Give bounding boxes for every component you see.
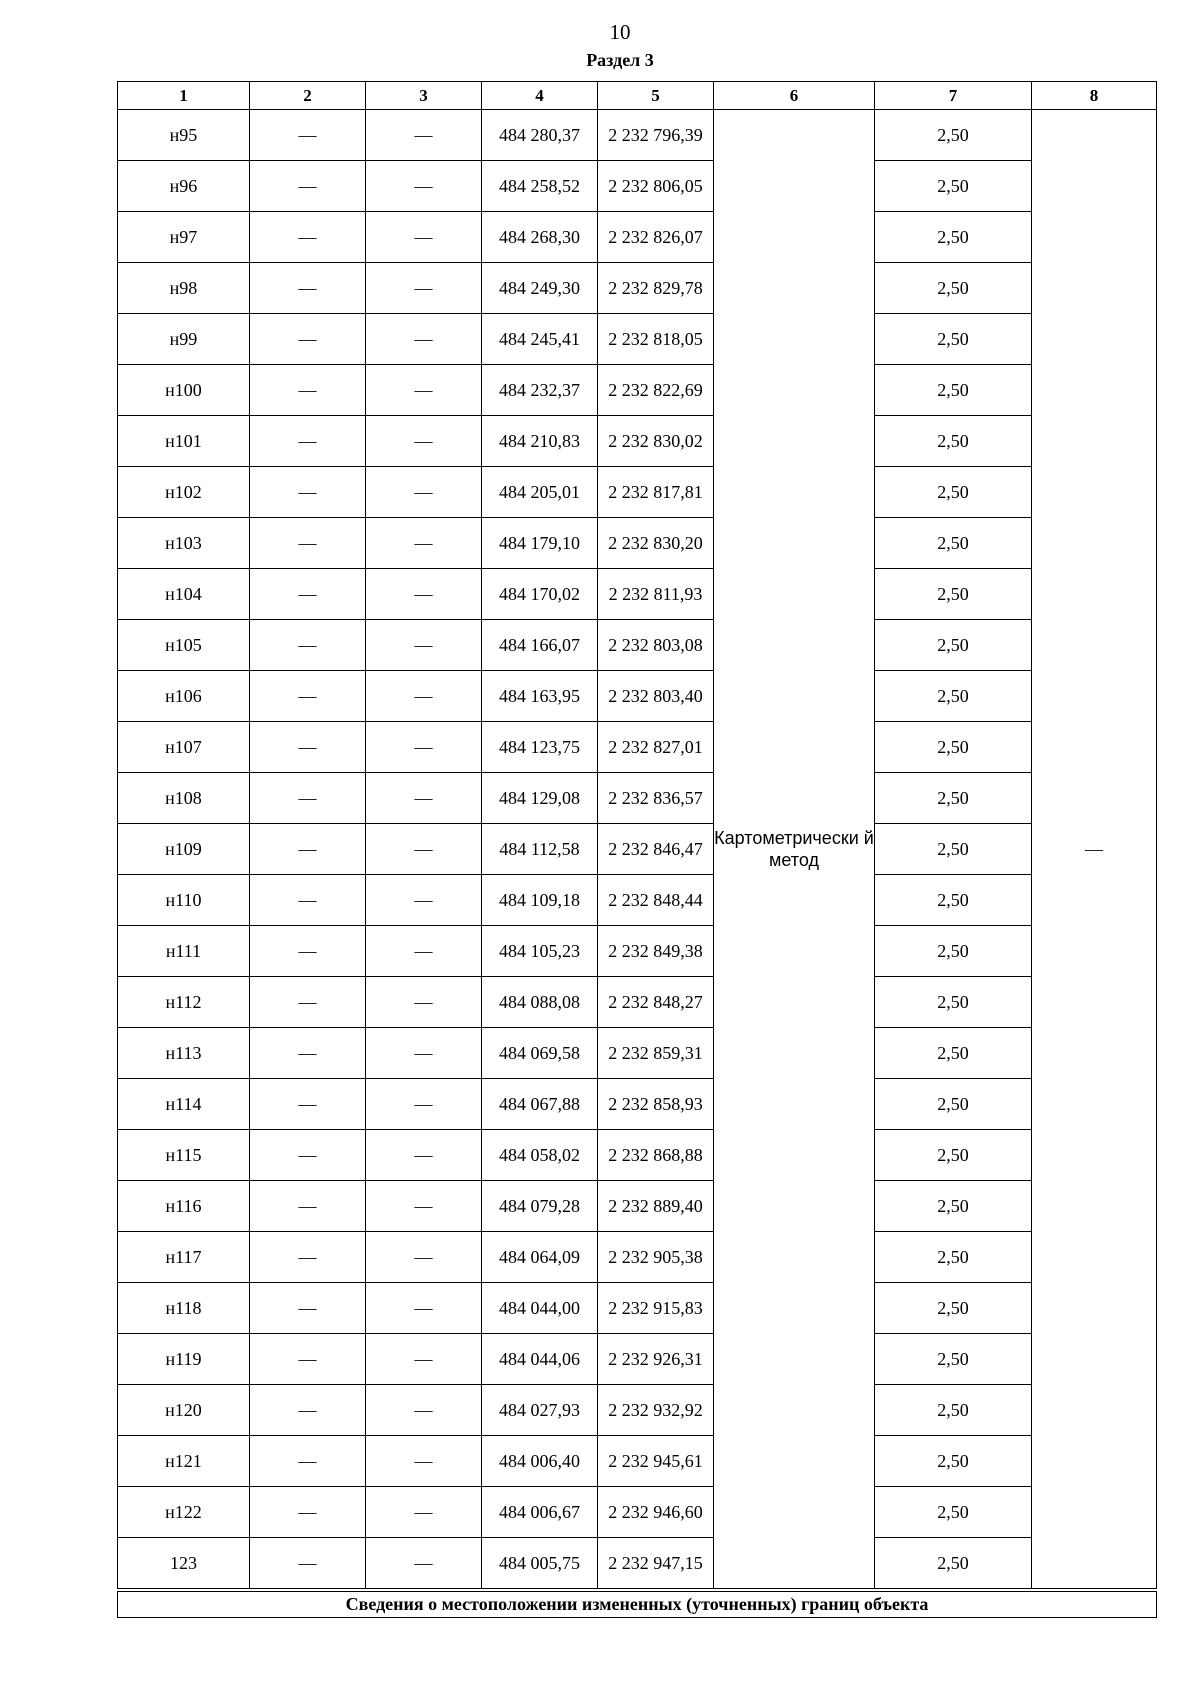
accuracy-cell: 2,50 (875, 1181, 1032, 1232)
column-2-cell: — (250, 467, 366, 518)
table-row (118, 1436, 1157, 1487)
x-coordinate-cell: 484 249,30 (482, 263, 598, 314)
accuracy-cell: 2,50 (875, 518, 1032, 569)
point-cell: н112 (118, 977, 250, 1028)
accuracy-cell: 2,50 (875, 110, 1032, 161)
column-3-cell: — (366, 110, 482, 161)
point-cell: н108 (118, 773, 250, 824)
column-2-cell: — (250, 977, 366, 1028)
page-number: 10 (609, 20, 631, 44)
table-row (118, 722, 1157, 773)
y-coordinate-cell: 2 232 817,81 (598, 467, 714, 518)
x-coordinate-cell: 484 058,02 (482, 1130, 598, 1181)
accuracy-cell: 2,50 (875, 926, 1032, 977)
column-3-cell: — (366, 467, 482, 518)
point-cell: н120 (118, 1385, 250, 1436)
table-row (118, 824, 1157, 875)
table-row (118, 518, 1157, 569)
accuracy-cell: 2,50 (875, 1283, 1032, 1334)
table-row (118, 416, 1157, 467)
column-3-cell: — (366, 671, 482, 722)
y-coordinate-cell: 2 232 849,38 (598, 926, 714, 977)
accuracy-cell: 2,50 (875, 365, 1032, 416)
y-coordinate-cell: 2 232 946,60 (598, 1487, 714, 1538)
x-coordinate-cell: 484 123,75 (482, 722, 598, 773)
column-2-cell: — (250, 365, 366, 416)
column-2-cell: — (250, 212, 366, 263)
table-row (118, 875, 1157, 926)
y-coordinate-cell: 2 232 868,88 (598, 1130, 714, 1181)
coordinates-table (117, 81, 1157, 1618)
footer-caption: Сведения о местоположении измененных (уточненных) границ объекта (118, 1590, 1157, 1618)
y-coordinate-cell: 2 232 818,05 (598, 314, 714, 365)
y-coordinate-cell: 2 232 803,08 (598, 620, 714, 671)
column-3-cell: — (366, 1385, 482, 1436)
accuracy-cell: 2,50 (875, 263, 1032, 314)
table-row (118, 620, 1157, 671)
point-cell: н115 (118, 1130, 250, 1181)
accuracy-cell: 2,50 (875, 773, 1032, 824)
point-cell: н99 (118, 314, 250, 365)
table-row (118, 365, 1157, 416)
footer-row (118, 1590, 1157, 1618)
table-row (118, 569, 1157, 620)
x-coordinate-cell: 484 005,75 (482, 1538, 598, 1591)
column-2-cell: — (250, 1028, 366, 1079)
y-coordinate-cell: 2 232 822,69 (598, 365, 714, 416)
table-row (118, 1232, 1157, 1283)
table-row (118, 110, 1157, 161)
point-cell: 123 (118, 1538, 250, 1591)
table-row (118, 212, 1157, 263)
x-coordinate-cell: 484 280,37 (482, 110, 598, 161)
column-header-6: 6 (714, 82, 875, 110)
table-row (118, 671, 1157, 722)
accuracy-cell: 2,50 (875, 977, 1032, 1028)
column-header-4: 4 (482, 82, 598, 110)
column-3-cell: — (366, 824, 482, 875)
point-cell: н100 (118, 365, 250, 416)
y-coordinate-cell: 2 232 859,31 (598, 1028, 714, 1079)
accuracy-cell: 2,50 (875, 212, 1032, 263)
column-2-cell: — (250, 926, 366, 977)
column-2-cell: — (250, 671, 366, 722)
column-3-cell: — (366, 875, 482, 926)
x-coordinate-cell: 484 210,83 (482, 416, 598, 467)
column-2-cell: — (250, 1334, 366, 1385)
y-coordinate-cell: 2 232 829,78 (598, 263, 714, 314)
column-3-cell: — (366, 416, 482, 467)
column-3-cell: — (366, 773, 482, 824)
column-2-cell: — (250, 1130, 366, 1181)
column-header-7: 7 (875, 82, 1032, 110)
y-coordinate-cell: 2 232 858,93 (598, 1079, 714, 1130)
x-coordinate-cell: 484 129,08 (482, 773, 598, 824)
y-coordinate-cell: 2 232 915,83 (598, 1283, 714, 1334)
table-row (118, 263, 1157, 314)
column-2-cell: — (250, 518, 366, 569)
x-coordinate-cell: 484 006,40 (482, 1436, 598, 1487)
y-coordinate-cell: 2 232 848,44 (598, 875, 714, 926)
table-row (118, 314, 1157, 365)
column-2-cell: — (250, 824, 366, 875)
table-row (118, 926, 1157, 977)
column-3-cell: — (366, 1079, 482, 1130)
x-coordinate-cell: 484 232,37 (482, 365, 598, 416)
point-cell: н117 (118, 1232, 250, 1283)
accuracy-cell: 2,50 (875, 314, 1032, 365)
table-row (118, 773, 1157, 824)
column-3-cell: — (366, 722, 482, 773)
y-coordinate-cell: 2 232 947,15 (598, 1538, 714, 1591)
x-coordinate-cell: 484 163,95 (482, 671, 598, 722)
point-cell: н101 (118, 416, 250, 467)
column-2-cell: — (250, 1232, 366, 1283)
point-cell: н113 (118, 1028, 250, 1079)
column-2-cell: — (250, 875, 366, 926)
column-2-cell: — (250, 416, 366, 467)
x-coordinate-cell: 484 166,07 (482, 620, 598, 671)
accuracy-cell: 2,50 (875, 671, 1032, 722)
column-3-cell: — (366, 1232, 482, 1283)
column-3-cell: — (366, 365, 482, 416)
point-cell: н102 (118, 467, 250, 518)
column-3-cell: — (366, 1334, 482, 1385)
accuracy-cell: 2,50 (875, 875, 1032, 926)
point-cell: н119 (118, 1334, 250, 1385)
accuracy-cell: 2,50 (875, 1334, 1032, 1385)
y-coordinate-cell: 2 232 830,02 (598, 416, 714, 467)
point-cell: н122 (118, 1487, 250, 1538)
point-cell: н95 (118, 110, 250, 161)
column-2-cell: — (250, 1079, 366, 1130)
y-coordinate-cell: 2 232 926,31 (598, 1334, 714, 1385)
point-cell: н105 (118, 620, 250, 671)
column-2-cell: — (250, 110, 366, 161)
table-row (118, 1334, 1157, 1385)
table-row (118, 1130, 1157, 1181)
column-2-cell: — (250, 569, 366, 620)
column-2-cell: — (250, 620, 366, 671)
column-header-5: 5 (598, 82, 714, 110)
column-2-cell: — (250, 1436, 366, 1487)
column-2-cell: — (250, 1181, 366, 1232)
column-3-cell: — (366, 263, 482, 314)
y-coordinate-cell: 2 232 848,27 (598, 977, 714, 1028)
column-3-cell: — (366, 1538, 482, 1591)
column-3-cell: — (366, 926, 482, 977)
x-coordinate-cell: 484 088,08 (482, 977, 598, 1028)
y-coordinate-cell: 2 232 905,38 (598, 1232, 714, 1283)
y-coordinate-cell: 2 232 830,20 (598, 518, 714, 569)
x-coordinate-cell: 484 069,58 (482, 1028, 598, 1079)
column-3-cell: — (366, 1181, 482, 1232)
point-cell: н96 (118, 161, 250, 212)
point-cell: н106 (118, 671, 250, 722)
accuracy-cell: 2,50 (875, 1487, 1032, 1538)
column-3-cell: — (366, 518, 482, 569)
y-coordinate-cell: 2 232 826,07 (598, 212, 714, 263)
column-2-cell: — (250, 1385, 366, 1436)
header-row (118, 82, 1157, 110)
point-cell: н116 (118, 1181, 250, 1232)
y-coordinate-cell: 2 232 945,61 (598, 1436, 714, 1487)
column-header-3: 3 (366, 82, 482, 110)
column-3-cell: — (366, 569, 482, 620)
x-coordinate-cell: 484 044,00 (482, 1283, 598, 1334)
column-header-8: 8 (1032, 82, 1157, 110)
accuracy-cell: 2,50 (875, 1130, 1032, 1181)
y-coordinate-cell: 2 232 846,47 (598, 824, 714, 875)
table-row (118, 977, 1157, 1028)
point-cell: н109 (118, 824, 250, 875)
x-coordinate-cell: 484 245,41 (482, 314, 598, 365)
accuracy-cell: 2,50 (875, 824, 1032, 875)
table-row (118, 1181, 1157, 1232)
point-cell: н110 (118, 875, 250, 926)
note-cell: — (1032, 110, 1157, 1591)
column-header-2: 2 (250, 82, 366, 110)
accuracy-cell: 2,50 (875, 161, 1032, 212)
column-2-cell: — (250, 1283, 366, 1334)
column-3-cell: — (366, 1028, 482, 1079)
point-cell: н97 (118, 212, 250, 263)
x-coordinate-cell: 484 109,18 (482, 875, 598, 926)
x-coordinate-cell: 484 179,10 (482, 518, 598, 569)
x-coordinate-cell: 484 064,09 (482, 1232, 598, 1283)
column-3-cell: — (366, 314, 482, 365)
table-row (118, 1487, 1157, 1538)
x-coordinate-cell: 484 258,52 (482, 161, 598, 212)
table-row (118, 1385, 1157, 1436)
column-3-cell: — (366, 1436, 482, 1487)
point-cell: н98 (118, 263, 250, 314)
column-3-cell: — (366, 977, 482, 1028)
table-row (118, 161, 1157, 212)
x-coordinate-cell: 484 067,88 (482, 1079, 598, 1130)
table-row (118, 1283, 1157, 1334)
column-2-cell: — (250, 314, 366, 365)
x-coordinate-cell: 484 044,06 (482, 1334, 598, 1385)
x-coordinate-cell: 484 112,58 (482, 824, 598, 875)
column-2-cell: — (250, 1538, 366, 1591)
y-coordinate-cell: 2 232 827,01 (598, 722, 714, 773)
table-row (118, 1079, 1157, 1130)
x-coordinate-cell: 484 170,02 (482, 569, 598, 620)
column-3-cell: — (366, 620, 482, 671)
column-2-cell: — (250, 773, 366, 824)
accuracy-cell: 2,50 (875, 416, 1032, 467)
column-3-cell: — (366, 1487, 482, 1538)
column-header-1: 1 (118, 82, 250, 110)
accuracy-cell: 2,50 (875, 1232, 1032, 1283)
y-coordinate-cell: 2 232 889,40 (598, 1181, 714, 1232)
column-3-cell: — (366, 212, 482, 263)
point-cell: н107 (118, 722, 250, 773)
section-title: Раздел 3 (586, 50, 654, 70)
x-coordinate-cell: 484 205,01 (482, 467, 598, 518)
column-3-cell: — (366, 1283, 482, 1334)
table-body (118, 110, 1157, 1591)
accuracy-cell: 2,50 (875, 1385, 1032, 1436)
column-2-cell: — (250, 161, 366, 212)
y-coordinate-cell: 2 232 932,92 (598, 1385, 714, 1436)
table-row (118, 467, 1157, 518)
x-coordinate-cell: 484 027,93 (482, 1385, 598, 1436)
point-cell: н121 (118, 1436, 250, 1487)
method-cell: Картометрически й метод (714, 110, 875, 1591)
accuracy-cell: 2,50 (875, 722, 1032, 773)
y-coordinate-cell: 2 232 806,05 (598, 161, 714, 212)
accuracy-cell: 2,50 (875, 1028, 1032, 1079)
accuracy-cell: 2,50 (875, 569, 1032, 620)
column-2-cell: — (250, 722, 366, 773)
column-2-cell: — (250, 263, 366, 314)
x-coordinate-cell: 484 006,67 (482, 1487, 598, 1538)
y-coordinate-cell: 2 232 836,57 (598, 773, 714, 824)
x-coordinate-cell: 484 079,28 (482, 1181, 598, 1232)
column-3-cell: — (366, 1130, 482, 1181)
accuracy-cell: 2,50 (875, 1436, 1032, 1487)
y-coordinate-cell: 2 232 796,39 (598, 110, 714, 161)
point-cell: н114 (118, 1079, 250, 1130)
point-cell: н111 (118, 926, 250, 977)
accuracy-cell: 2,50 (875, 1079, 1032, 1130)
point-cell: н118 (118, 1283, 250, 1334)
column-3-cell: — (366, 161, 482, 212)
x-coordinate-cell: 484 105,23 (482, 926, 598, 977)
point-cell: н104 (118, 569, 250, 620)
accuracy-cell: 2,50 (875, 467, 1032, 518)
table-row (118, 1538, 1157, 1591)
accuracy-cell: 2,50 (875, 1538, 1032, 1591)
table-row (118, 1028, 1157, 1079)
point-cell: н103 (118, 518, 250, 569)
y-coordinate-cell: 2 232 803,40 (598, 671, 714, 722)
x-coordinate-cell: 484 268,30 (482, 212, 598, 263)
column-2-cell: — (250, 1487, 366, 1538)
y-coordinate-cell: 2 232 811,93 (598, 569, 714, 620)
accuracy-cell: 2,50 (875, 620, 1032, 671)
